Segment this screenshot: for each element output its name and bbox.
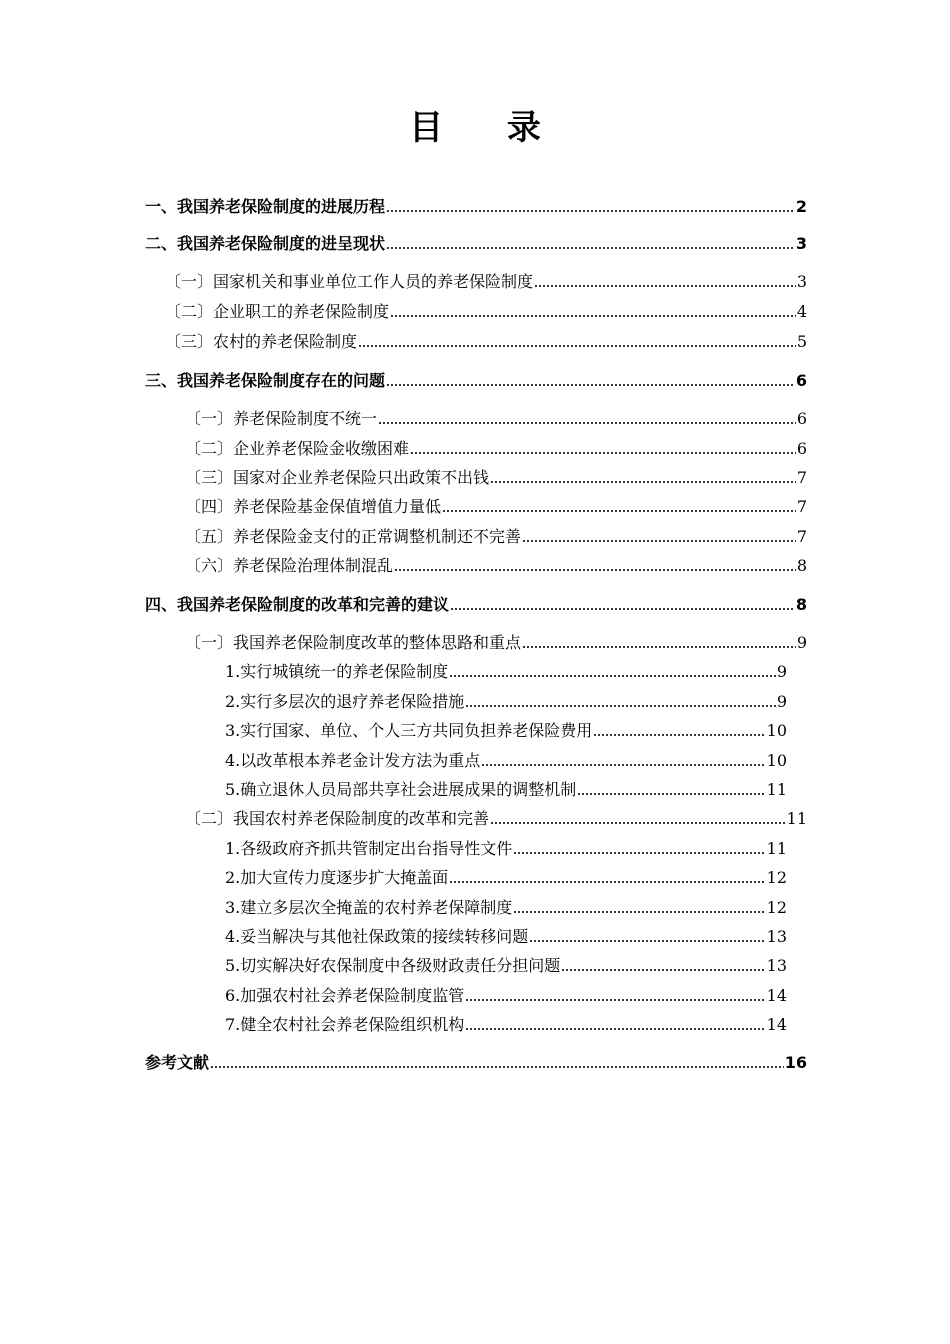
toc-leader-dots: [386, 246, 795, 250]
toc-leader-dots: [449, 674, 776, 678]
toc-entry-item[interactable]: [225, 838, 787, 860]
toc-entry-label: 四、我国养老保险制度的改革和完善的建议: [145, 595, 450, 614]
toc-leader-dots: [358, 344, 796, 348]
toc-entry-label: 2.加大宣传力度逐步扩大掩盖面: [225, 868, 449, 887]
toc-entry-page: 14: [766, 1015, 787, 1034]
toc-entry-page: 9: [796, 633, 807, 652]
toc-entry-subsection[interactable]: [185, 526, 807, 548]
toc-entry-page: 11: [766, 780, 787, 799]
toc-entry-item[interactable]: [225, 867, 787, 889]
page-title: 目 录: [409, 108, 567, 148]
toc-entry-page: 10: [766, 721, 787, 740]
toc-leader-dots: [593, 733, 765, 737]
toc-entry-page: 3: [796, 272, 807, 291]
toc-leader-dots: [394, 568, 796, 572]
toc-entry-label: 〔五〕养老保险金支付的正常调整机制还不完善: [185, 527, 522, 546]
toc-entry-subsection[interactable]: [185, 496, 807, 518]
toc-entry-page: 6: [796, 439, 807, 458]
toc-entry-subsection[interactable]: [165, 271, 807, 293]
toc-entry-label: 〔一〕我国养老保险制度改革的整体思路和重点: [185, 633, 522, 652]
toc-entry-page: 11: [786, 809, 807, 828]
toc-leader-dots: [390, 314, 796, 318]
toc-leader-dots: [490, 480, 796, 484]
toc-entry-label: 2.实行多层次的退疗养老保险措施: [225, 692, 465, 711]
toc-entry-label: 二、我国养老保险制度的进呈现状: [145, 234, 386, 253]
toc-entry-item[interactable]: [225, 897, 787, 919]
toc-entry-label: 〔二〕企业职工的养老保险制度: [165, 302, 390, 321]
toc-leader-dots: [513, 851, 765, 855]
toc-entry-page: 8: [796, 556, 807, 575]
toc-entry-page: 13: [766, 956, 787, 975]
toc-entry-subsection[interactable]: [185, 408, 807, 430]
toc-leader-dots: [513, 910, 765, 914]
toc-entry-label: 〔二〕我国农村养老保险制度的改革和完善: [185, 809, 490, 828]
toc-entry-item[interactable]: [225, 720, 787, 742]
toc-entry-label: 4.妥当解决与其他社保政策的接续转移问题: [225, 927, 529, 946]
toc-entry-label: 〔六〕养老保险治理体制混乱: [185, 556, 394, 575]
toc-leader-dots: [522, 645, 796, 649]
toc-entry-label: 一、我国养老保险制度的进展历程: [145, 197, 386, 216]
toc-entry-subsection[interactable]: [185, 808, 807, 830]
toc-entry-item[interactable]: [225, 750, 787, 772]
toc-entry-label: 7.健全农村社会养老保险组织机构: [225, 1015, 465, 1034]
toc-entry-label: 4.以改革根本养老金计发方法为重点: [225, 751, 481, 770]
toc-entry-page: 12: [766, 868, 787, 887]
toc-entry-page: 11: [766, 839, 787, 858]
toc-leader-dots: [481, 763, 765, 767]
toc-entry-subsection[interactable]: [185, 632, 807, 654]
toc-entry-page: 16: [784, 1053, 807, 1072]
toc-entry-section-4[interactable]: [145, 594, 807, 616]
toc-entry-subsection[interactable]: [165, 331, 807, 353]
toc-entry-subsection[interactable]: [185, 555, 807, 577]
toc-entry-page: 6: [795, 371, 807, 390]
toc-leader-dots: [386, 383, 795, 387]
toc-leader-dots: [465, 998, 765, 1002]
toc-leader-dots: [522, 539, 796, 543]
toc-entry-label: 3.建立多层次全掩盖的农村养老保障制度: [225, 898, 513, 917]
toc-entry-item[interactable]: [225, 661, 787, 683]
toc-entry-label: 〔四〕养老保险基金保值增值力量低: [185, 497, 442, 516]
toc-entry-item[interactable]: [225, 985, 787, 1007]
toc-entry-section-1[interactable]: [145, 196, 807, 218]
toc-entry-page: 13: [766, 927, 787, 946]
toc-entry-label: 〔一〕养老保险制度不统一: [185, 409, 378, 428]
toc-leader-dots: [577, 792, 765, 796]
toc-entry-page: 8: [795, 595, 807, 614]
toc-leader-dots: [378, 421, 796, 425]
toc-entry-label: 5.切实解决好农保制度中各级财政责任分担问题: [225, 956, 561, 975]
toc-entry-label: 5.确立退休人员局部共享社会进展成果的调整机制: [225, 780, 577, 799]
toc-entry-label: 〔一〕国家机关和事业单位工作人员的养老保险制度: [165, 272, 534, 291]
toc-entry-page: 3: [795, 234, 807, 253]
toc-entry-page: 2: [795, 197, 807, 216]
toc-leader-dots: [210, 1065, 784, 1069]
toc-entry-item[interactable]: [225, 691, 787, 713]
toc-entry-page: 7: [796, 468, 807, 487]
toc-entry-page: 12: [766, 898, 787, 917]
toc-entry-section-2[interactable]: [145, 233, 807, 255]
toc-leader-dots: [410, 451, 796, 455]
toc-entry-page: 4: [796, 302, 807, 321]
toc-entry-label: 1.实行城镇统一的养老保险制度: [225, 662, 449, 681]
toc-entry-label: 3.实行国家、单位、个人三方共同负担养老保险费用: [225, 721, 593, 740]
toc-entry-item[interactable]: [225, 1014, 787, 1036]
toc-leader-dots: [490, 821, 786, 825]
toc-entry-label: 参考文献: [145, 1053, 210, 1072]
toc-leader-dots: [465, 704, 776, 708]
toc-entry-page: 5: [796, 332, 807, 351]
toc-entry-label: 三、我国养老保险制度存在的问题: [145, 371, 386, 390]
toc-leader-dots: [534, 284, 796, 288]
toc-entry-section-3[interactable]: [145, 370, 807, 392]
toc-leader-dots: [450, 607, 795, 611]
toc-leader-dots: [386, 209, 795, 213]
toc-entry-label: 〔二〕企业养老保险金收缴困难: [185, 439, 410, 458]
toc-leader-dots: [465, 1027, 765, 1031]
toc-entry-item[interactable]: [225, 955, 787, 977]
toc-entry-page: 10: [766, 751, 787, 770]
toc-leader-dots: [449, 880, 765, 884]
toc-entry-page: 7: [796, 497, 807, 516]
toc-entry-label: 1.各级政府齐抓共管制定出台指导性文件: [225, 839, 513, 858]
toc-entry-item[interactable]: [225, 779, 787, 801]
toc-leader-dots: [529, 939, 765, 943]
toc-leader-dots: [442, 509, 796, 513]
toc-entry-label: 6.加强农村社会养老保险制度监管: [225, 986, 465, 1005]
toc-leader-dots: [561, 968, 765, 972]
toc-entry-page: 9: [776, 692, 787, 711]
toc-entry-page: 9: [776, 662, 787, 681]
toc-entry-label: 〔三〕国家对企业养老保险只出政策不出钱: [185, 468, 490, 487]
toc-entry-item[interactable]: [225, 926, 787, 948]
toc-entry-subsection[interactable]: [185, 438, 807, 460]
toc-entry-subsection[interactable]: [165, 301, 807, 323]
toc-entry-references[interactable]: [145, 1052, 807, 1074]
toc-entry-page: 14: [766, 986, 787, 1005]
toc-entry-label: 〔三〕农村的养老保险制度: [165, 332, 358, 351]
toc-entry-page: 7: [796, 527, 807, 546]
toc-entry-page: 6: [796, 409, 807, 428]
toc-entry-subsection[interactable]: [185, 467, 807, 489]
